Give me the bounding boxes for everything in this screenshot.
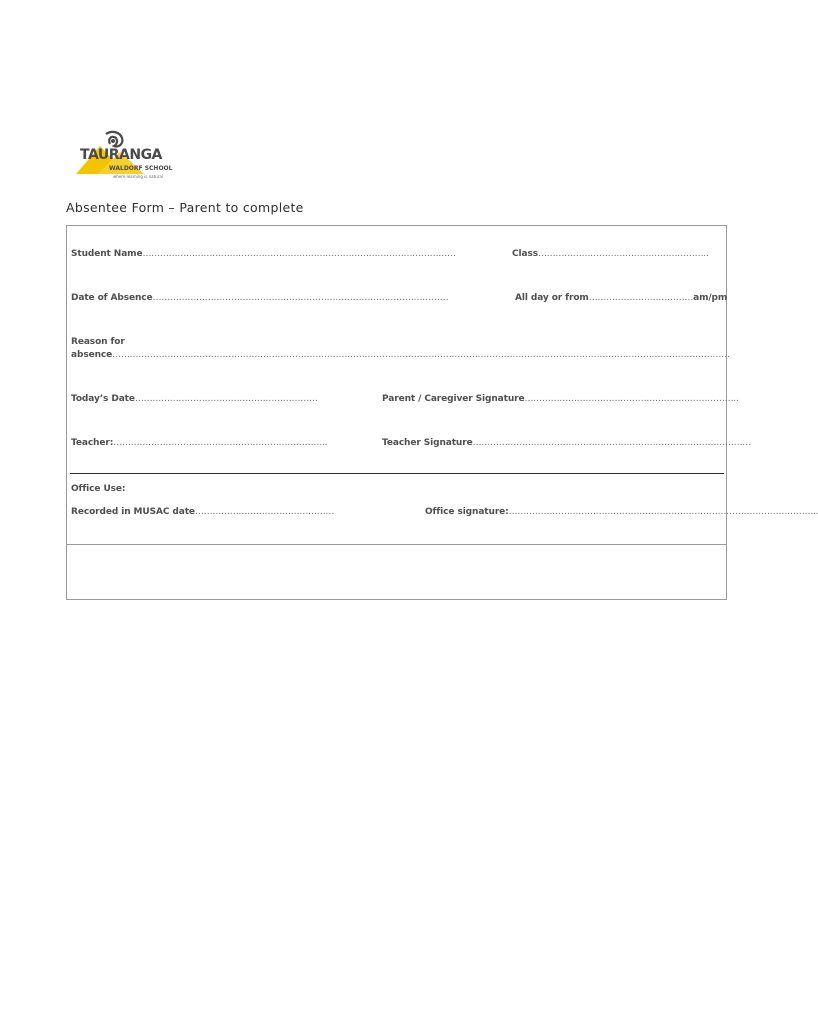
all-day-line[interactable]: ……………………………… (588, 293, 694, 303)
class-label: Class (512, 249, 538, 259)
teacher-signature-field[interactable] (382, 437, 751, 449)
office-section-divider (70, 473, 724, 474)
office-signature-line[interactable]: …………………………………………………………………………………………….. (508, 507, 818, 517)
date-of-absence-label: Date of Absence (71, 293, 153, 303)
musac-date-line[interactable]: ………………………………………… (194, 507, 335, 517)
teacher-signature-line[interactable]: …………………………………………………………………………………… (472, 438, 751, 448)
logo-school-subtitle: WALDORF SCHOOL (109, 165, 173, 172)
office-signature-label: Office signature: (425, 507, 509, 517)
all-day-field[interactable] (515, 292, 727, 304)
office-signature-field[interactable] (425, 506, 818, 518)
student-name-field[interactable] (71, 248, 456, 260)
reason-label-line1: Reason for (71, 337, 125, 347)
todays-date-field[interactable] (71, 393, 318, 405)
class-line[interactable]: ………………………………………………….. (537, 249, 709, 259)
parent-signature-field[interactable] (382, 393, 738, 405)
teacher-signature-label: Teacher Signature (382, 438, 473, 448)
logo-school-name: TAURANGA (80, 147, 162, 163)
todays-date-line[interactable]: ……………………………………………………… (134, 394, 318, 404)
reason-line[interactable]: …………………………………………………………………………………………………………………………………………………………………………………………… (112, 350, 730, 360)
form-title: Absentee Form – Parent to complete (66, 200, 304, 215)
teacher-label: Teacher: (71, 438, 114, 448)
office-use-heading: Office Use: (71, 484, 126, 494)
teacher-line[interactable]: ……………………………………………………………….. (113, 438, 328, 448)
parent-signature-line[interactable]: ……………………………………………………………….. (524, 394, 739, 404)
student-name-line[interactable]: ……………………………………………………………………………………………… (142, 249, 456, 259)
musac-date-label: Recorded in MUSAC date (71, 507, 195, 517)
date-of-absence-line[interactable]: ………………………………………………………………………………………… (152, 293, 449, 303)
school-logo (68, 128, 173, 182)
all-day-label: All day or from (515, 293, 589, 303)
date-of-absence-field[interactable] (71, 292, 448, 304)
reason-field[interactable] (71, 349, 730, 361)
teacher-field[interactable] (71, 437, 327, 449)
bottom-section-divider (66, 544, 727, 545)
todays-date-label: Today’s Date (71, 394, 135, 404)
musac-date-field[interactable] (71, 506, 334, 518)
am-pm-suffix: am/pm (693, 293, 728, 303)
logo-tagline: where learning is natural (113, 174, 163, 179)
parent-signature-label: Parent / Caregiver Signature (382, 394, 525, 404)
reason-label-line2: absence (71, 350, 113, 360)
class-field[interactable] (512, 248, 708, 260)
student-name-label: Student Name (71, 249, 143, 259)
